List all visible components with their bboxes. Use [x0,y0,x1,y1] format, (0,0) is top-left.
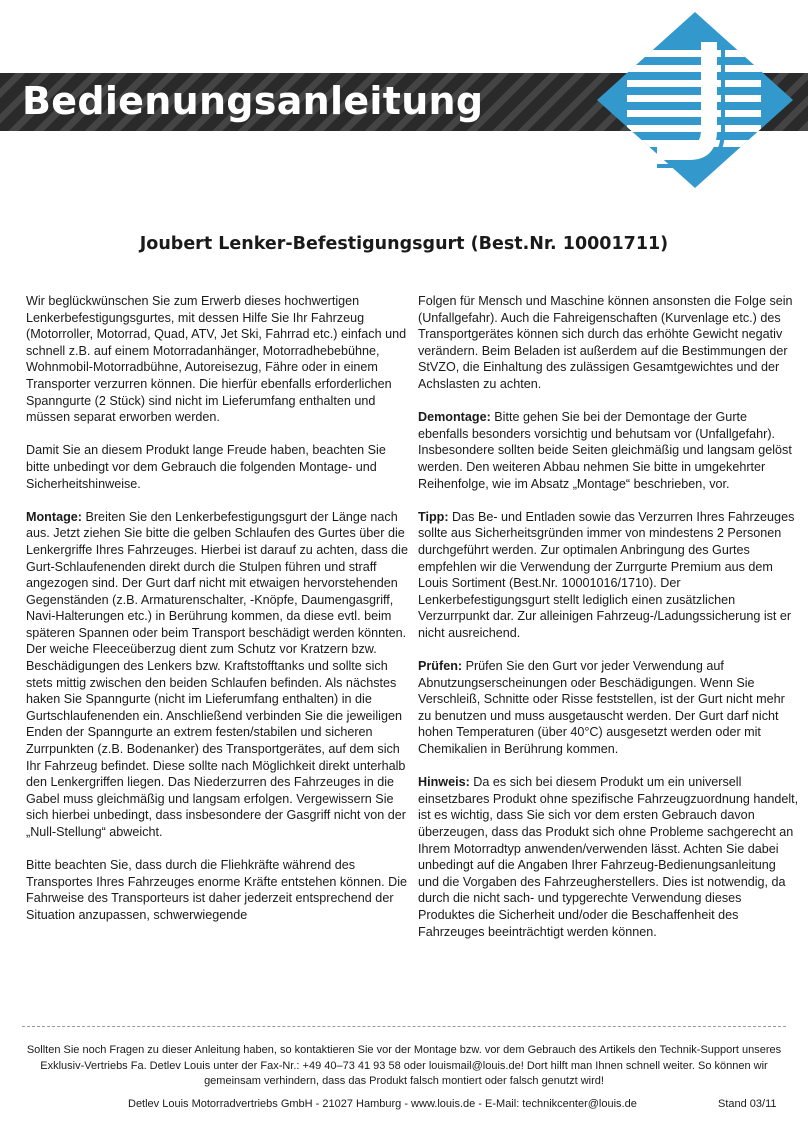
demontage-section [418,409,800,492]
hinweis-section [418,774,800,940]
footer-divider [22,1026,786,1027]
document-title: Joubert Lenker-Befestigungsgurt (Best.Nr. 10001711) [139,234,669,254]
hinweis-text: Da es sich bei diesem Produkt um ein universell einsetzbares Produkt ohne spezifische Fahrzeugzuordnung handelt, ist es wichtig, dass Sie sich vor dem ersten Gebrauch davon überzeugen, dass das Produkt sich ohne Probleme sachgerecht an Ihrem Motorradtyp anwenden/verwenden lässt. Achten Sie dabei unbedingt auf die Angaben Ihrer Fahrzeug-Bedienungsanleitung und die Vorgaben des Fahrzeugherstellers. Dies ist notwendig, da durch die nicht sach- und typgerechte Verwendung dieses Produktes die Sicherheit und/oder die Beschaffenheit des Fahrzeuges beeinträchtigt werden können. [418,775,799,939]
left-column [26,293,408,940]
pruefen-section [418,658,800,758]
montage-section [26,509,408,841]
consequences-paragraph: Folgen für Mensch und Maschine können ansonsten die Folge sein (Unfallgefahr). Auch die Fahreigenschaften (Kurvenlage etc.) des Transportgerätes können sich durch das erhöhte Gewicht negativ verändern. Beim Beladen ist außerdem auf die Bestimmungen der StVZO, die Einhaltung des zulässigen Gesamtgewichtes und der Achslasten zu achten. [418,294,793,391]
demontage-text: Bitte gehen Sie bei der Demontage der Gurte ebenfalls besonders vorsichtig und behutsam vor (Unfallgefahr). Insbesondere sollten beide Seiten gleichmäßig und langsam gelöst werden. Den weiteren Abbau nehmen Sie bitte in umgekehrter Reihenfolge, wie im Absatz „Montage“ beschrieben, vor. [418,410,792,491]
tipp-section [418,509,800,642]
demontage-label: Demontage: [418,410,491,425]
montage-label: Montage: [26,509,82,524]
montage-text: Breiten Sie den Lenkerbefestigungsgurt der Länge nach aus. Jetzt ziehen Sie bitte die gelben Schlaufen des Gurtes über die Lenkergriffe Ihres Fahrzeuges. Hierbei ist darauf zu achten, dass die Gurt-Schlaufenenden direkt durch die Stulpen führen und straff angezogen sind. Der Gurt darf nicht mit etwaigen hervorstehenden Gegenständen (z.B. Armaturenschalter, -Knöpfe, Daumengasgriff, Navi-Halterungen etc.) in Berührung kommen, da diese evtl. beim späteren Spannen oder beim Transport beschädigt werden könnten. Der weiche Fleeceüberzug dient zum Schutz vor Kratzern bzw. Beschädigungen des Lenkers bzw. Kraftstofftanks und sollte sich stets mittig zwischen den beiden Schlaufen befinden. Als nächstes haken Sie Spanngurte (nicht im Lieferumfang enthalten) in die Gurtschlaufenenden ein. Anschließend verbinden Sie die jeweiligen Enden der Spanngurte an extrem festen/stabilen und sicheren Zurrpunkten (z.B. Bodenanker) des Transportgerätes, auf dem sich Ihr Fahrzeug befindet. Diese sollte nach Möglichkeit direkt unterhalb den Lenkergriffen liegen. Das Niederzurren des Fahrzeuges in die Gabel muss gleichmäßig und langsam erfolgen. Vergewissern Sie sich hierbei unbedingt, dass insbesondere der Gasgriff nicht von der „Null-Stellung“ abweicht. [26,509,408,839]
footer-version: Stand 03/11 [718,1098,777,1110]
page-title: Bedienungsanleitung [22,79,484,123]
hinweis-label: Hinweis: [418,775,470,790]
tipp-label: Tipp: [418,509,449,524]
footer-address: Detlev Louis Motorradvertriebs GmbH - 21027 Hamburg - www.louis.de - E-Mail: technikcenter@louis.de [128,1098,637,1110]
footer-note: Sollten Sie noch Fragen zu dieser Anleitung haben, so kontaktieren Sie vor der Montage bzw. vor dem Gebrauch des Artikels den Technik-Support unseres Exklusiv-Vertriebs Fa. Detlev Louis unter der Fax-Nr.: +49 40–73 41 93 58 oder louismail@louis.de! Dort hilft man Ihnen schnell weiter. So können wir gemeinsam verhindern, dass das Produkt falsch montiert oder falsch genutzt wird! [26,1044,782,1087]
care-paragraph: Damit Sie an diesem Produkt lange Freude haben, beachten Sie bitte unbedingt vor dem Gebrauch die folgenden Montage- und Sicherheitshinweise. [26,443,386,491]
louis-logo-icon [597,12,793,188]
right-column [418,293,800,957]
pruefen-text: Prüfen Sie den Gurt vor jeder Verwendung auf Abnutzungserscheinungen oder Beschädigungen. Wenn Sie Verschleiß, Schnitte oder Risse feststellen, ist der Gurt nicht mehr zu benutzen und muss ausgetauscht werden. Der Gurt darf nicht hohen Temperaturen (über 40°C) ausgesetzt werden oder mit Chemikalien in Berührung kommen. [418,659,785,757]
pruefen-label: Prüfen: [418,659,463,674]
intro-paragraph: Wir beglückwünschen Sie zum Erwerb dieses hochwertigen Lenkerbefestigungsgurtes, mit dessen Hilfe Sie Ihr Fahrzeug (Motorroller, Motorrad, Quad, ATV, Jet Ski, Fahrrad etc.) einfach und schnell z.B. auf einem Motorradanhänger, Motorradhebebühne, Wohnmobil-Motorradbühne, Autoreisezug, Fähre oder in einem Transporter verzurren können. Die hierfür ebenfalls erforderlichen Spanngurte (2 Stück) sind nicht im Lieferumfang enthalten und müssen separat erworben werden. [26,294,407,425]
tipp-text: Das Be- und Entladen sowie das Verzurren Ihres Fahrzeuges sollte aus Sicherheitsgründen immer von mindestens 2 Personen durchgeführt werden. Zur optimalen Anbringung des Gurtes empfehlen wir die Verwendung der Zurrgurte Premium aus dem Louis Sortiment (Best.Nr. 10001016/1710). Der Lenkerbefestigungsgurt stellt lediglich einen zusätzlichen Verzurrpunkt dar. Zur alleinigen Fahrzeug-/Ladungssicherung ist er nicht ausreichend. [418,509,795,640]
transport-paragraph: Bitte beachten Sie, dass durch die Fliehkräfte während des Transportes Ihres Fahrzeuges enorme Kräfte entstehen können. Die Fahrweise des Transporteurs ist daher jederzeit entsprechend der Situation anzupassen, schwerwiegende [26,858,408,922]
